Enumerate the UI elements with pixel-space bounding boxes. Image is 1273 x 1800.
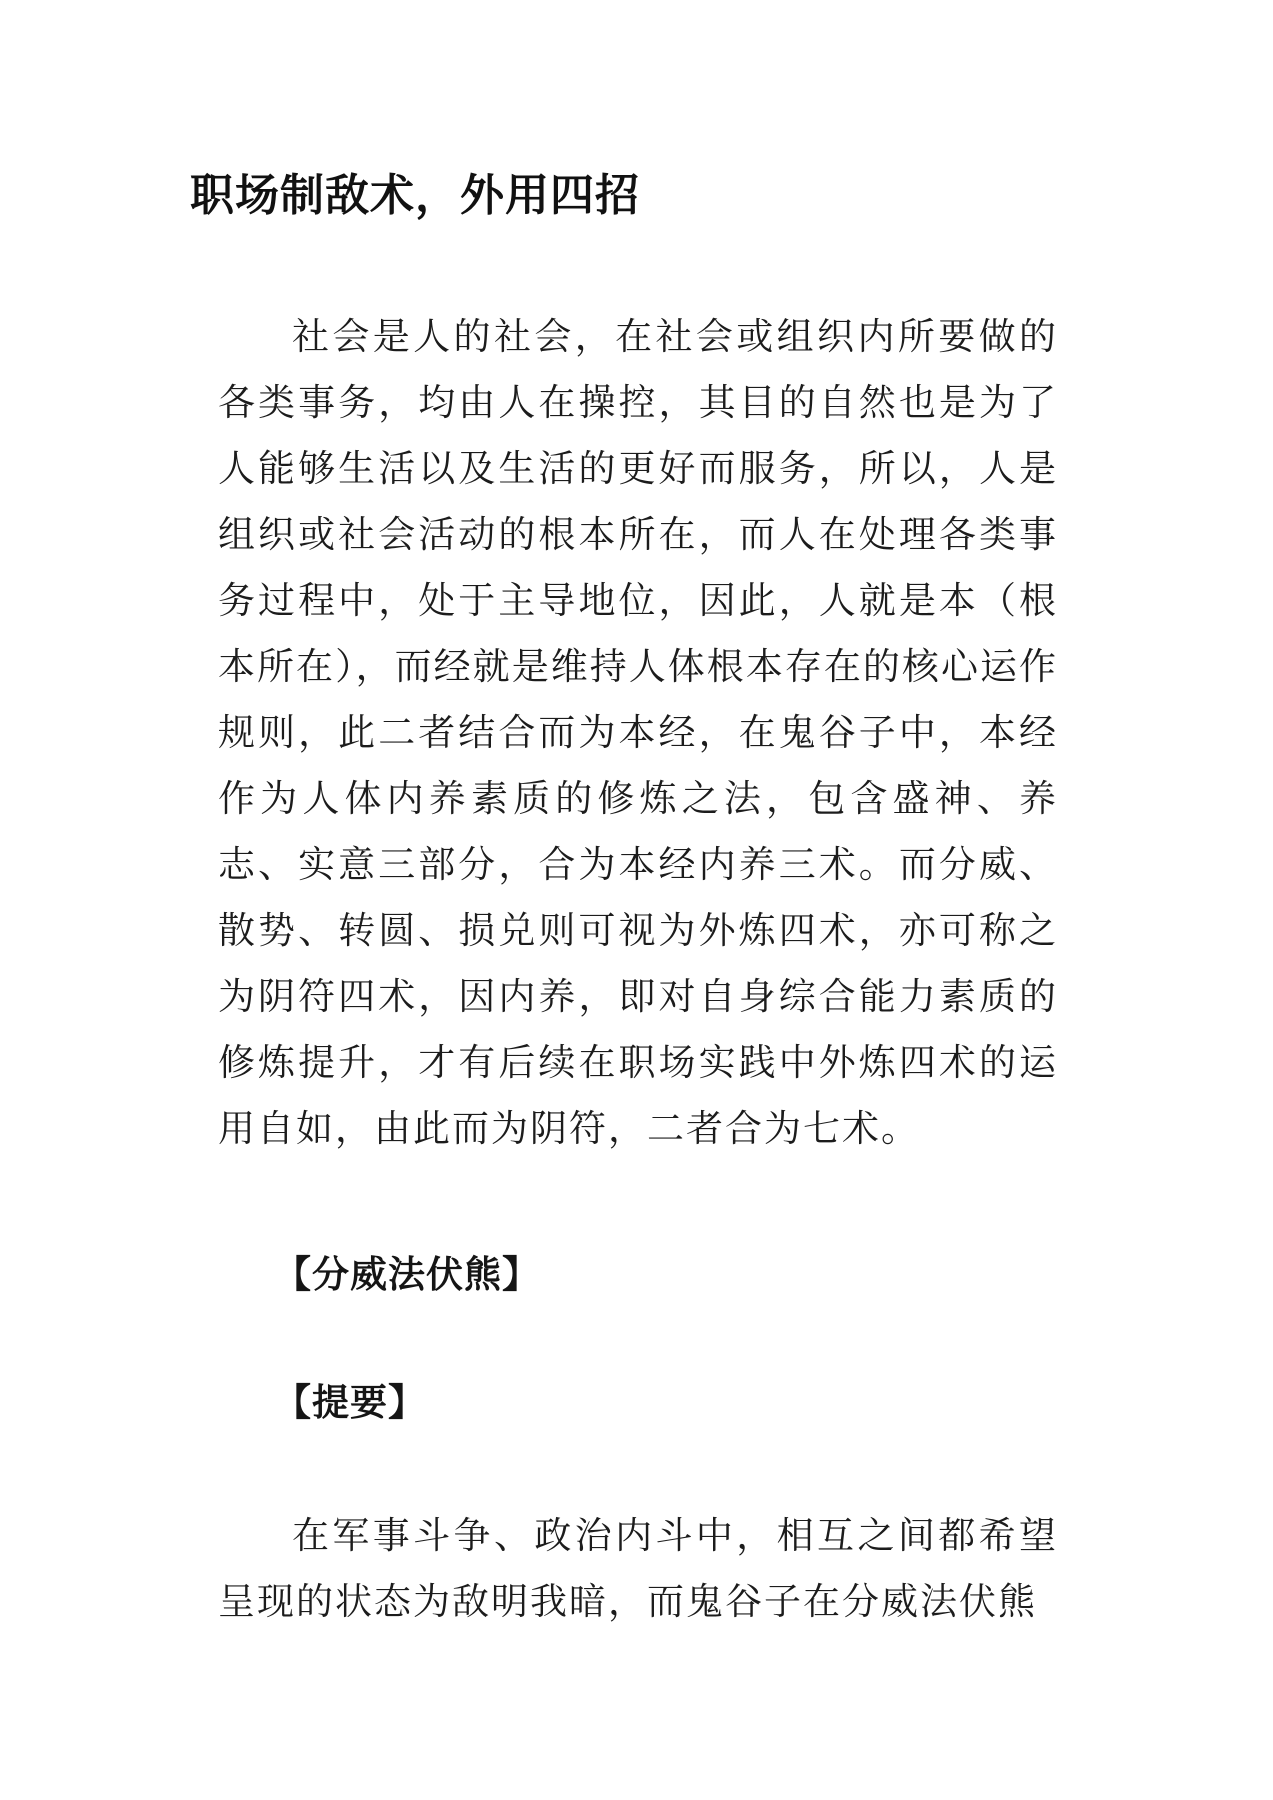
page-title: 职场制敌术，外用四招 [190, 170, 640, 221]
section-heading-summary: 【提要】 [274, 1381, 426, 1424]
intro-paragraph: 社会是人的社会，在社会或组织内所要做的各类事务，均由人在操控，其目的自然也是为了人能够生活以及生活的更好而服务，所以，人是组织或社会活动的根本所在，而人在处理各类事务过程中，处于主导地位，因此，人就是本（根本所在），而经就是维持人体根本存在的核心运作规则，此二者结合而为本经，在鬼谷子中，本经作为人体内养素质的修炼之法，包含盛神、养志、实意三部分，合为本经内养三术。而分威、散势、转圆、损兑则可视为外炼四术，亦可称之为阴符四术，因内养，即对自身综合能力素质的修炼提升，才有后续在职场实践中外炼四术的运用自如，由此而为阴符，二者合为七术。 [218, 315, 1058, 1150]
section-heading-fenwei: 【分威法伏熊】 [274, 1253, 540, 1296]
summary-paragraph: 在军事斗争、政治内斗中，相互之间都希望呈现的状态为敌明我暗，而鬼谷子在分威法伏熊 [218, 1514, 1058, 1623]
